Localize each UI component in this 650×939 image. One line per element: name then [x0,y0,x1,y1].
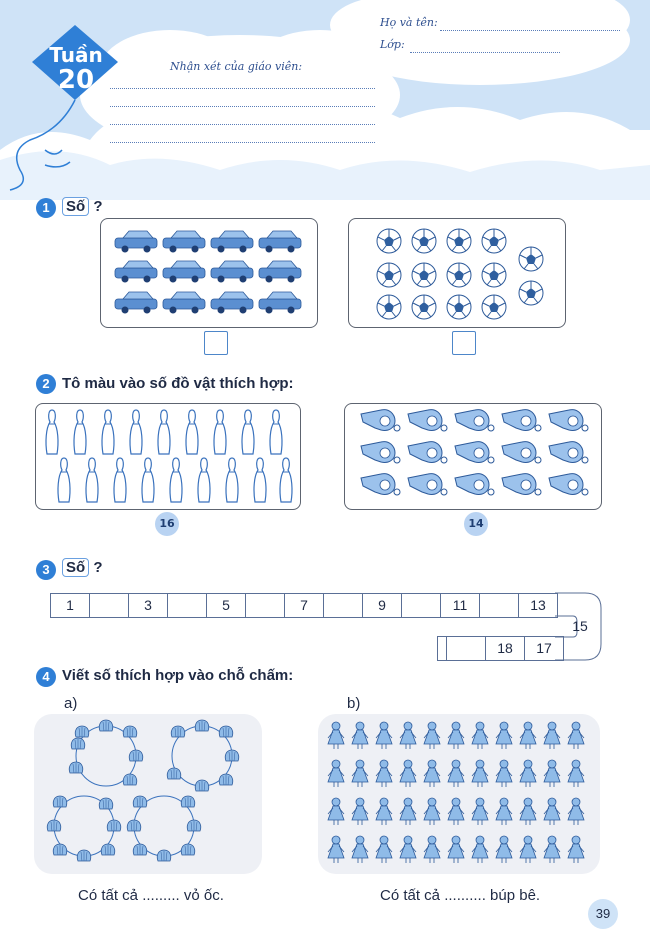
section-2-number: 2 [36,374,56,394]
week-word: Tuần [49,43,103,67]
ball-icon-grid [377,229,543,319]
comment-line-1[interactable] [110,88,375,89]
soccer-ball-illustration [349,219,565,327]
section-4-number: 4 [36,667,56,687]
number-strip-row-1 [50,593,558,618]
section-4-title: Viết số thích hợp vào chỗ chấm: [62,667,294,684]
week-badge [40,45,112,93]
section-2-title: Tô màu vào số đồ vật thích hợp: [62,375,294,392]
pins-count-badge[interactable]: 16 [155,512,179,536]
shell-necklace-picture [34,714,262,874]
strip-cell-end [438,637,447,660]
whistles-illustration [345,404,601,509]
name-label: Họ và tên: [380,16,438,29]
strip-cell: 18 [486,637,525,660]
balls-answer-box[interactable] [452,331,476,355]
strip-cell: 7 [285,594,324,617]
comment-line-4[interactable] [110,142,375,143]
class-field[interactable] [410,52,560,53]
balls-panel [348,218,566,328]
part-a-caption[interactable]: Có tất cả ......... vỏ ốc. [78,887,224,904]
bowling-pins-panel [35,403,301,510]
page-number: 39 [588,899,618,929]
strip-cell-blank[interactable] [246,594,285,617]
so-word: Số [62,197,89,216]
comment-line-3[interactable] [110,124,375,125]
section-1-number: 1 [36,198,56,218]
class-label: Lớp: [380,38,405,51]
section-3-question-mark: ? [93,559,103,576]
comment-line-2[interactable] [110,106,375,107]
strip-cell: 5 [207,594,246,617]
cars-answer-box[interactable] [204,331,228,355]
part-b-caption[interactable]: Có tất cả .......... búp bê. [380,887,541,904]
section-3-number: 3 [36,560,56,580]
strip-cell-blank[interactable] [168,594,207,617]
whistles-panel [344,403,602,510]
dolls-illustration [318,714,600,874]
dolls-picture [318,714,600,874]
strip-cell: 3 [129,594,168,617]
strip-cell-blank[interactable] [480,594,519,617]
strip-turn-cell: 15 [572,618,588,634]
strip-cell-blank[interactable] [402,594,441,617]
name-field[interactable] [440,30,620,31]
whistle-icon-grid [361,410,588,495]
strip-cell-blank[interactable] [447,637,486,660]
section-1-question-mark: ? [93,198,103,215]
week-number: 20 [57,65,95,95]
cars-illustration [101,219,317,327]
strip-cell: 11 [441,594,480,617]
pin-icon-grid [46,410,292,502]
doll-icon-grid [328,722,584,863]
section-1-title [62,197,103,216]
so-word: Số [62,558,89,577]
strip-cell: 13 [530,597,546,613]
whistles-count-badge[interactable]: 14 [464,512,488,536]
strip-cell: 9 [363,594,402,617]
section-3-title [62,558,103,577]
shell-icons [47,720,239,861]
strip-cell-blank[interactable] [324,594,363,617]
strip-cell: 17 [536,640,552,656]
shell-necklaces-illustration [34,714,262,874]
strip-cell: 1 [51,594,90,617]
part-b-label: b) [347,695,361,712]
car-icon-grid [115,231,301,314]
cars-panel [100,218,318,328]
strip-cell-blank[interactable] [90,594,129,617]
bowling-pins-illustration [36,404,300,509]
number-strip-row-2 [437,636,564,661]
part-a-label: a) [64,695,78,712]
teacher-comment-label: Nhận xét của giáo viên: [170,60,303,73]
